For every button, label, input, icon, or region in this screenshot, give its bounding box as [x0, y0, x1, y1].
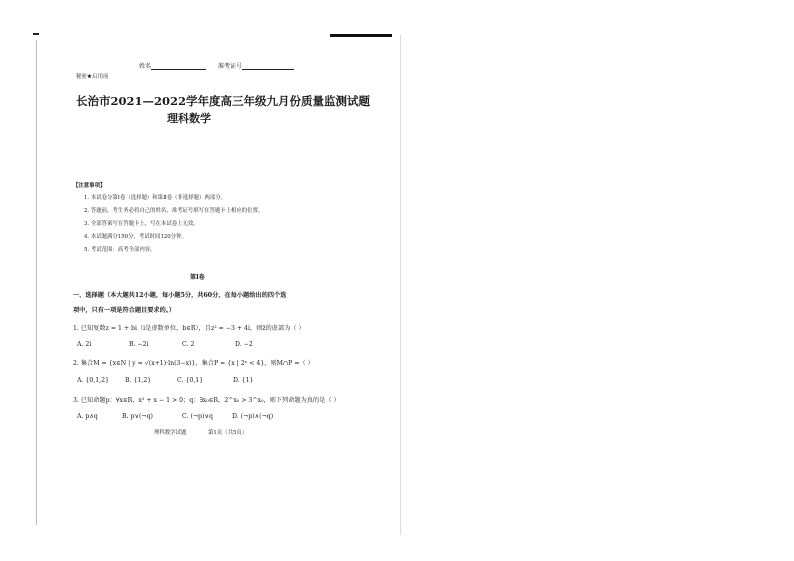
- exam-number-label: 准考证号: [218, 63, 243, 70]
- question-stem: 2. 集合M = {x∈N | y = √(x+1)·ln(3−x)}，集合P = {x | 2ˣ < 4}，则M∩P =（ ）: [73, 360, 314, 367]
- option-b: B. {1,2}: [125, 377, 152, 384]
- option-a: A. {0,1,2}: [77, 377, 110, 384]
- option-a: A. 2i: [77, 341, 92, 348]
- option-c: C. {0,1}: [177, 377, 204, 384]
- footer-page-number: 第1页（共5页）: [208, 430, 248, 436]
- binding-line: [36, 40, 37, 525]
- option-c: C. 2: [182, 341, 195, 348]
- name-blank: [151, 69, 206, 70]
- notice-heading: 【注意事项】: [73, 183, 106, 189]
- exam-number-blank: [242, 69, 294, 70]
- top-bar-mark: [330, 34, 392, 37]
- option-c: C. (¬p)∨q: [182, 413, 213, 420]
- question-stem: 1. 已知复数z = 1 + bi（i是虚数单位，b∈R），且z² = −3 + 4i，则z̄的虚部为（ ）: [73, 325, 305, 332]
- subject-title: 理科数学: [167, 112, 211, 125]
- notice-item: 2. 答题前，考生务必将自己的姓名、准考证号填写在答题卡上相应的位置。: [84, 208, 264, 214]
- exam-title: 长治市2021—2022学年度高三年级九月份质量监测试题: [76, 94, 371, 108]
- part1-instruction-line2: 项中，只有一项是符合题目要求的。）: [73, 307, 176, 314]
- notice-item: 4. 本试题满分150分，考试时间120分钟。: [84, 234, 187, 240]
- name-label: 姓名: [139, 63, 152, 70]
- option-b: B. p∨(¬q): [122, 413, 153, 420]
- exam-number-field: [218, 61, 294, 70]
- notice-item: 3. 全部答案写在答题卡上，写在本试卷上无效。: [84, 221, 199, 227]
- notice-item: 1. 本试卷分第Ⅰ卷（选择题）和第Ⅱ卷（非选择题）两部分。: [84, 195, 227, 201]
- corner-mark: [33, 33, 39, 35]
- option-a: A. p∧q: [77, 413, 98, 420]
- option-d: D. {1}: [233, 377, 254, 384]
- option-b: B. −2i: [129, 341, 149, 348]
- option-d: D. −2: [235, 341, 253, 348]
- page-edge-line: [400, 35, 401, 535]
- notice-item: 5. 考试范围：高考全部内容。: [84, 247, 156, 253]
- secret-label: 秘密★启用前: [76, 74, 109, 80]
- part1-instruction-line1: 一、选择题（本大题共12小题，每小题5分，共60分，在每小题给出的四个选: [73, 292, 287, 299]
- section-heading: 第Ⅰ卷: [190, 274, 205, 281]
- name-field: [139, 61, 206, 70]
- footer-paper-name: 理科数学试题: [154, 430, 187, 436]
- option-d: D. (¬p)∧(¬q): [232, 413, 274, 420]
- question-stem: 3. 已知命题p：∀x∈R，x² + x − 1 > 0；q：∃x₀∈R，2^x₀ > 3^x₀，则下列命题为真的是（ ）: [73, 397, 340, 404]
